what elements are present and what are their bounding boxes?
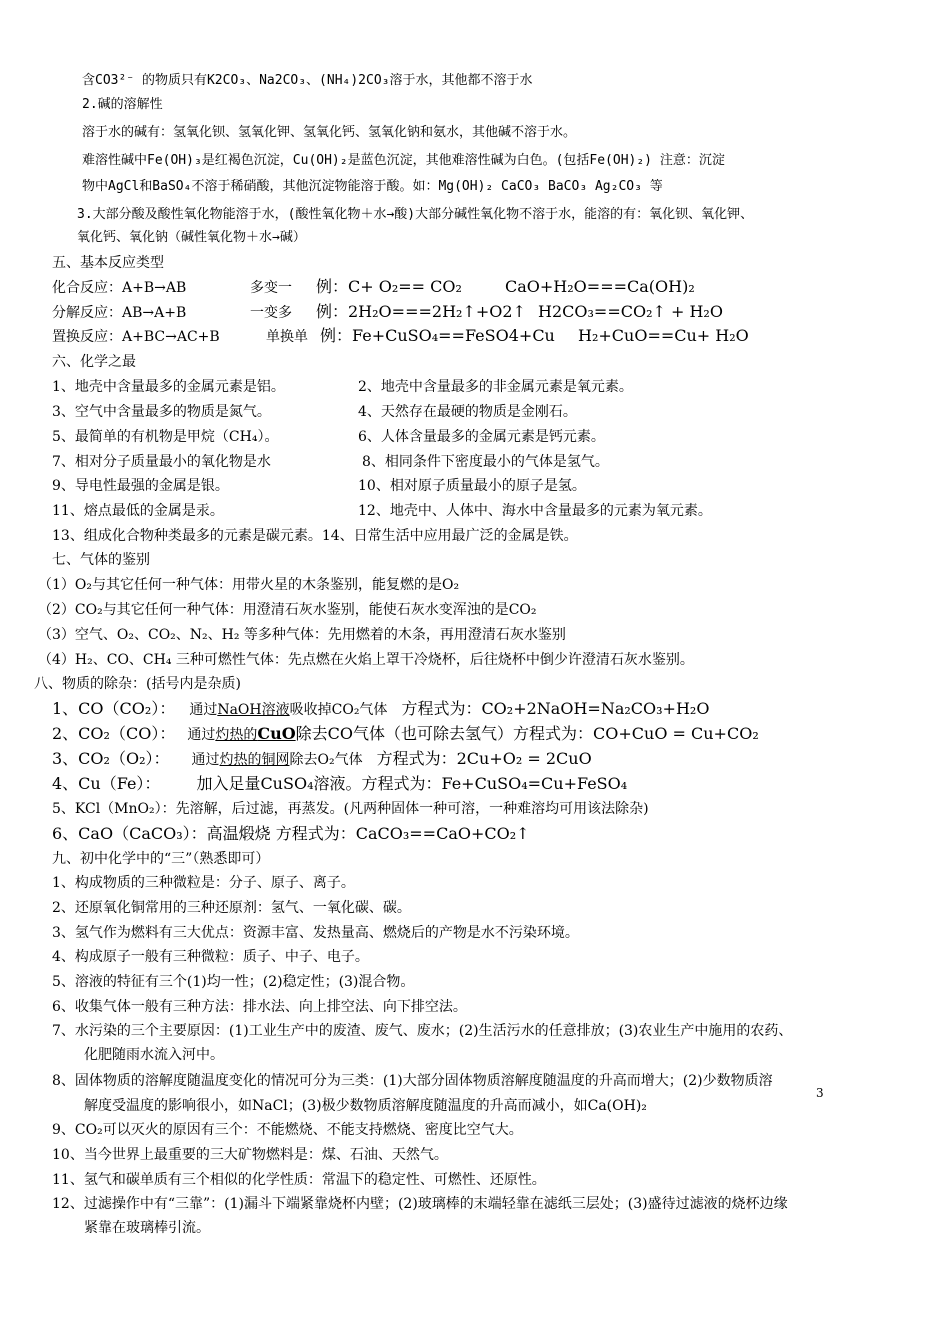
section8-title: 八、物质的除杂：(括号内是杂质) <box>34 676 241 692</box>
gas-identification-item: （3）空气、O₂、CO₂、N₂、H₂ 等多种气体：先用燃着的木条，再用澄清石灰水鉴别 <box>38 627 566 643</box>
reagent-underlined: 灼热的铜网 <box>219 752 290 768</box>
superlative-item: 13、组成化合物种类最多的元素是碳元素。14、日常生活中应用最广泛的金属是铁。 <box>52 528 578 544</box>
purification-item-6: 6、CaO（CaCO₃）：高温煅烧 方程式为：CaCO₃==CaO+CO₂↑ <box>52 824 530 843</box>
method-text: 吸收掉CO₂气体 <box>289 702 388 718</box>
three-fact-item: 1、构成物质的三种微粒是：分子、原子、离子。 <box>52 875 355 891</box>
basic-oxide-line: 氧化钙、氧化钠（碱性氧化物＋水→碱） <box>77 230 306 245</box>
method-text: 通过 <box>187 727 216 743</box>
three-fact-item: 10、当今世界上最重要的三大矿物燃料是：煤、石油、天然气。 <box>52 1147 448 1163</box>
equation-text: 方程式为：CO₂+2NaOH=Na₂CO₃+H₂O <box>401 699 710 718</box>
superlative-item: 5、最简单的有机物是甲烷（CH₄）。 <box>52 429 279 445</box>
gas-identification-item: （4）H₂、CO、CH₄ 三种可燃性气体：先点燃在火焰上罩干冷烧杯，后往烧杯中倒少许澄清石灰水鉴别。 <box>38 652 694 668</box>
displacement-example: 例：Fe+CuSO₄==FeSO4+Cu <box>320 326 555 345</box>
three-fact-item-cont: 解度受温度的影响很小，如NaCl；(3)极少数物质溶解度随温度的升高而减小，如Ca(OH)₂ <box>84 1098 647 1114</box>
superlative-item: 8、相同条件下密度最小的气体是氢气。 <box>362 454 609 470</box>
purification-item-3 <box>52 748 592 771</box>
section5-title: 五、基本反应类型 <box>52 255 164 271</box>
method-text: 通过 <box>189 702 218 718</box>
solubility-carbonate-line: 含CO3²⁻ 的物质只有K2CO₃、Na2CO₃、(NH₄)2CO₃溶于水，其他都不溶于水 <box>82 73 533 88</box>
combination-reaction: 化合反应：A+B→AB <box>52 280 187 296</box>
equation-text: 方程式为：2Cu+O₂ = 2CuO <box>376 749 592 768</box>
superlative-item: 11、熔点最低的金属是汞。 <box>52 503 224 519</box>
purification-item-4 <box>52 773 627 796</box>
section9-title: 九、初中化学中的“三”（熟悉即可） <box>52 851 270 867</box>
displacement-reaction: 置换反应：A+BC→AC+B <box>52 329 220 345</box>
gas-identification-item: （2）CO₂与其它任何一种气体：用澄清石灰水鉴别，能使石灰水变浑浊的是CO₂ <box>38 602 537 618</box>
superlative-item: 4、天然存在最硬的物质是金刚石。 <box>358 404 577 420</box>
three-fact-item: 2、还原氧化铜常用的三种还原剂：氢气、一氧化碳、碳。 <box>52 900 411 916</box>
method-text: 除去CO气体（也可除去氢气）方程式为：CO+CuO = Cu+CO₂ <box>295 724 759 743</box>
base-solubility-heading: 2.碱的溶解性 <box>82 97 163 112</box>
superlative-item: 9、导电性最强的金属是银。 <box>52 478 229 494</box>
superlative-item: 12、地壳中、人体中、海水中含量最多的元素为氧元素。 <box>358 503 712 519</box>
section6-title: 六、化学之最 <box>52 354 136 370</box>
impurity-label: 2、CO₂（CO）： <box>52 724 176 743</box>
purification-item-5: 5、KCl（MnO₂）：先溶解，后过滤，再蒸发。(凡两种固体一种可溶，一种难溶均可用该法除杂) <box>52 801 649 817</box>
three-fact-item: 4、构成原子一般有三种微粒：质子、中子、电子。 <box>52 949 369 965</box>
three-fact-item: 11、氢气和碳单质有三个相似的化学性质：常温下的稳定性、可燃性、还原性。 <box>52 1172 546 1188</box>
three-fact-item: 6、收集气体一般有三种方法：排水法、向上排空法、向下排空法。 <box>52 999 467 1015</box>
three-fact-item: 12、过滤操作中有“三靠”：(1)漏斗下端紧靠烧杯内壁；(2)玻璃棒的末端轻靠在滤纸三层处；(3)盛待过滤液的烧杯边缘 <box>52 1196 788 1212</box>
three-fact-item: 3、氢气作为燃料有三大优点：资源丰富、发热量高、燃烧后的产物是水不污染环境。 <box>52 925 579 941</box>
decomposition-reaction: 分解反应：AB→A+B <box>52 305 187 321</box>
reagent-underlined: 灼热的CuO <box>215 724 296 743</box>
acid-oxide-line: 3.大部分酸及酸性氧化物能溶于水，(酸性氧化物＋水→酸)大部分碱性氧化物不溶于水，能溶的有：氧化钡、氧化钾、 <box>77 207 754 222</box>
reagent-underlined: NaOH溶液 <box>217 702 290 718</box>
gas-identification-item: （1）O₂与其它任何一种气体：用带火星的木条鉴别，能复燃的是O₂ <box>38 577 460 593</box>
method-text: 加入足量CuSO₄溶液。方程式为：Fe+CuSO₄=Cu+FeSO₄ <box>196 774 628 793</box>
method-text: 除去O₂气体 <box>289 752 363 768</box>
impurity-label: 4、Cu（Fe）： <box>52 774 161 793</box>
superlative-item: 2、地壳中含量最多的非金属元素是氧元素。 <box>358 379 633 395</box>
three-fact-item-cont: 紧靠在玻璃棒引流。 <box>84 1220 210 1236</box>
three-fact-item: 5、溶液的特征有三个(1)均一性；(2)稳定性；(3)混合物。 <box>52 974 415 990</box>
purification-item-1 <box>52 698 709 721</box>
precipitate-acid-line: 物中AgCl和BaSO₄不溶于稀硝酸，其他沉淀物能溶于酸。如：Mg(OH)₂ CaCO₃ BaCO₃ Ag₂CO₃ 等 <box>82 179 663 194</box>
decomposition-example-2: H2CO₃==CO₂↑ + H₂O <box>538 302 723 321</box>
insoluble-bases-line: 难溶性碱中Fe(OH)₃是红褐色沉淀，Cu(OH)₂是蓝色沉淀，其他难溶性碱为白色。(包括Fe(OH)₂) 注意：沉淀 <box>82 153 725 168</box>
superlative-item: 7、相对分子质量最小的氧化物是水 <box>52 454 271 470</box>
superlative-item: 3、空气中含量最多的物质是氮气。 <box>52 404 271 420</box>
combination-rule: 多变一 <box>250 280 292 296</box>
method-text: 通过 <box>191 752 220 768</box>
three-fact-item-cont: 化肥随雨水流入河中。 <box>84 1047 224 1063</box>
decomposition-rule: 一变多 <box>250 305 292 321</box>
displacement-rule: 单换单 <box>266 329 308 345</box>
impurity-label: 3、CO₂（O₂）： <box>52 749 170 768</box>
displacement-example-2: H₂+CuO==Cu+ H₂O <box>578 326 749 345</box>
combination-example: 例：C+ O₂== CO₂ <box>316 277 462 296</box>
impurity-label: 1、CO（CO₂）： <box>52 699 176 718</box>
superlative-item: 10、相对原子质量最小的原子是氢。 <box>358 478 586 494</box>
three-fact-item: 7、水污染的三个主要原因：(1)工业生产中的废渣、废气、废水；(2)生活污水的任意排放；(3)农业生产中施用的农药、 <box>52 1023 793 1039</box>
decomposition-example: 例：2H₂O===2H₂↑+O2↑ <box>316 302 526 321</box>
purification-item-2 <box>52 723 759 746</box>
superlative-item: 1、地壳中含量最多的金属元素是铝。 <box>52 379 285 395</box>
superlative-item: 6、人体含量最多的金属元素是钙元素。 <box>358 429 605 445</box>
three-fact-item: 8、固体物质的溶解度随温度变化的情况可分为三类：(1)大部分固体物质溶解度随温度的升高而增大；(2)少数物质溶 <box>52 1073 773 1089</box>
soluble-bases-line: 溶于水的碱有：氢氧化钡、氢氧化钾、氢氧化钙、氢氧化钠和氨水，其他碱不溶于水。 <box>82 125 577 140</box>
section7-title: 七、气体的鉴别 <box>52 552 150 568</box>
page-number: 3 <box>816 1086 824 1100</box>
three-fact-item: 9、CO₂可以灭火的原因有三个：不能燃烧、不能支持燃烧、密度比空气大。 <box>52 1122 523 1138</box>
combination-example-2: CaO+H₂O===Ca(OH)₂ <box>505 277 695 296</box>
